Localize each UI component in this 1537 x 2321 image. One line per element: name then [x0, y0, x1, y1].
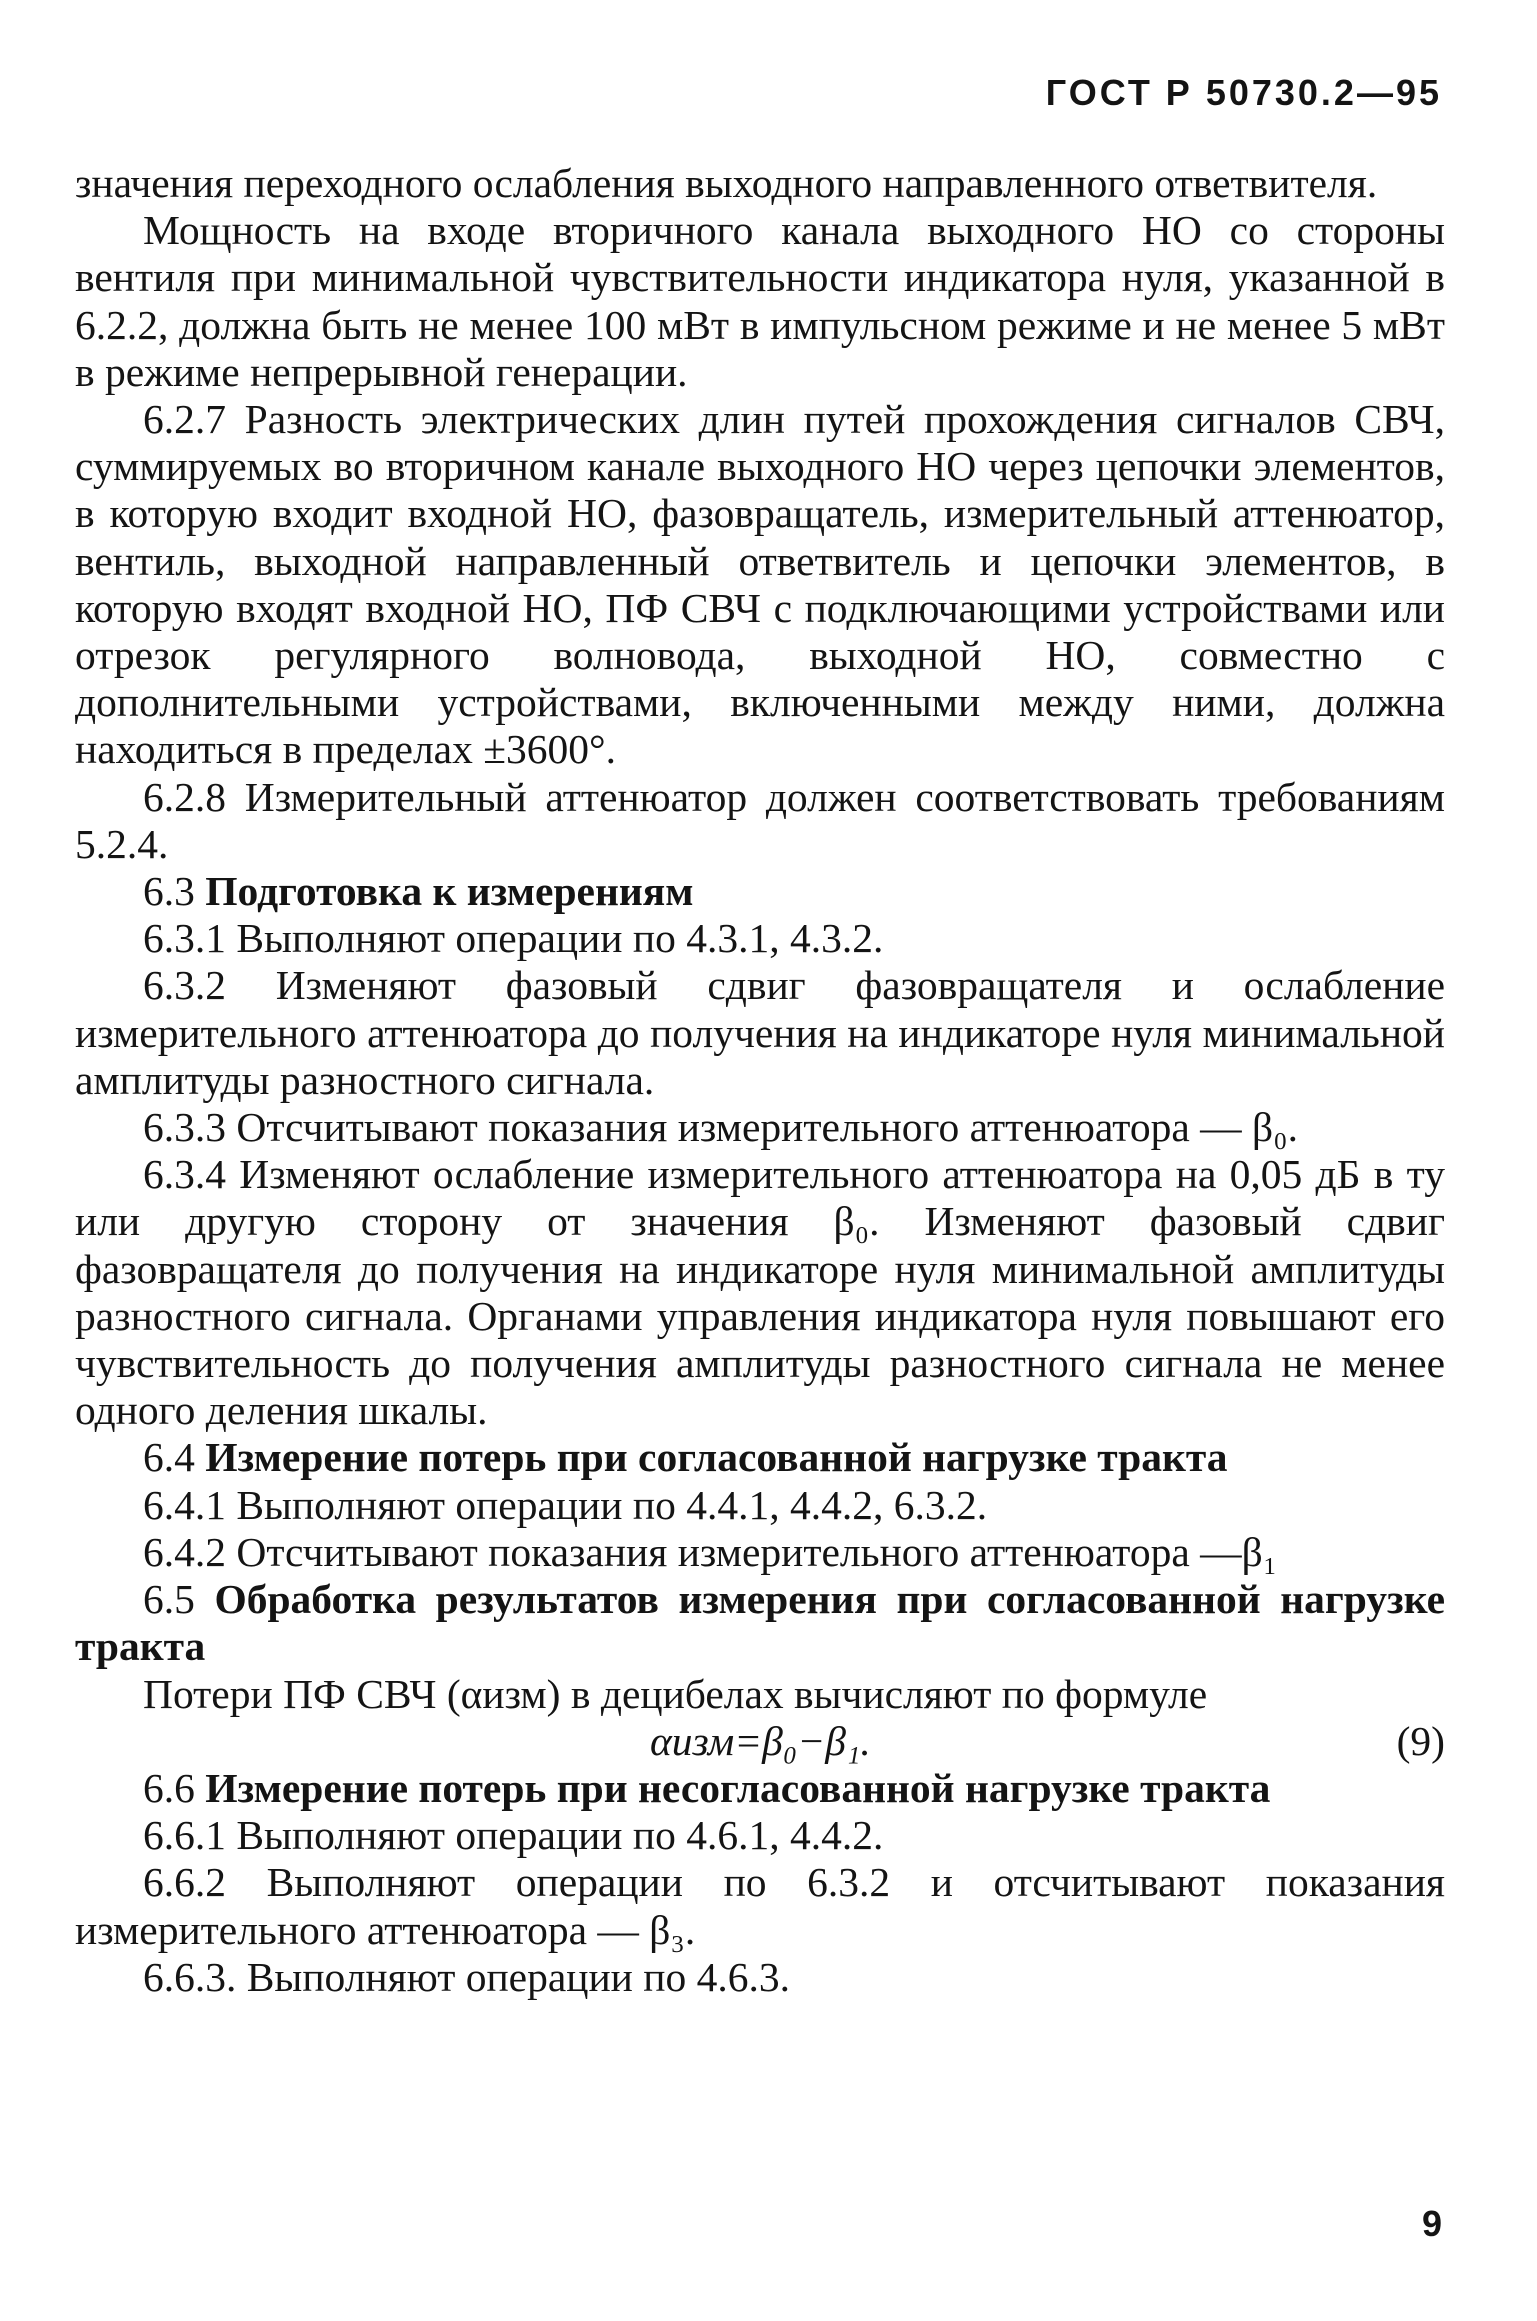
section-heading-6-5: [75, 1576, 1445, 1670]
standard-header: ГОСТ Р 50730.2—95: [1045, 72, 1442, 113]
section-title: Измерение потерь при согласованной нагрузке тракта: [205, 1434, 1228, 1481]
paragraph-6-4-1: 6.4.1 Выполняют операции по 4.4.1, 4.4.2, 6.3.2.: [143, 1481, 988, 1528]
section-heading-6-6: [75, 1765, 1445, 1812]
paragraph-6-4-2: 6.4.2 Отсчитывают показания измерительного аттенюатора —β₁: [143, 1528, 1278, 1575]
section-number: 6.6: [143, 1764, 195, 1811]
document-body: [75, 160, 1445, 2001]
section-number: 6.4: [143, 1434, 195, 1481]
section-number: 6.5: [143, 1576, 195, 1623]
paragraph-6-6-3: 6.6.3. Выполняют операции по 4.6.3.: [143, 1953, 790, 2000]
section-title: Подготовка к измерениям: [205, 868, 694, 915]
section-number: 6.3: [143, 868, 195, 915]
paragraph-6-6-2: 6.6.2 Выполняют операции по 6.3.2 и отсчитывают показания измерительного аттенюатора — β₃.: [75, 1859, 1445, 1953]
formula-number: (9): [1396, 1717, 1445, 1764]
section-title: Измерение потерь при несогласованной нагрузке тракта: [205, 1764, 1271, 1811]
formula-expression: αизм=β₀−β₁.: [650, 1717, 871, 1764]
section-title: Обработка результатов измерения при согласованной нагрузке тракта: [75, 1576, 1445, 1670]
paragraph-6-2-8: 6.2.8 Измерительный аттенюатор должен соответствовать требованиям 5.2.4.: [75, 773, 1445, 867]
paragraph-6-3-4: 6.3.4 Изменяют ослабление измерительного аттенюатора на 0,05 дБ в ту или другую сторону от значения β₀. Изменяют фазовый сдвиг фазовращателя до получения на индикаторе нуля минимальной амплитуды разностного сигнала. Органами управления индикатора нуля повышают его чувствительность до получения амплитуды разностного сигнала не менее одного деления шкалы.: [75, 1151, 1445, 1434]
section-heading-6-3: [75, 868, 1445, 915]
formula-9: [75, 1718, 1445, 1765]
paragraph-6-6-1: 6.6.1 Выполняют операции по 4.6.1, 4.4.2.: [143, 1812, 884, 1859]
paragraph-6-3-2: 6.3.2 Изменяют фазовый сдвиг фазовращателя и ослабление измерительного аттенюатора до получения на индикаторе нуля минимальной амплитуды разностного сигнала.: [75, 962, 1445, 1103]
page-number: 9: [1421, 2203, 1442, 2244]
paragraph-6-3-3: 6.3.3 Отсчитывают показания измерительного аттенюатора — β₀.: [143, 1104, 1298, 1151]
paragraph-6-3-1: 6.3.1 Выполняют операции по 4.3.1, 4.3.2.: [143, 915, 884, 962]
section-heading-6-4: [75, 1434, 1445, 1481]
paragraph-power: Мощность на входе вторичного канала выходного НО со стороны вентиля при минимальной чувствительности индикатора нуля, указанной в 6.2.2, должна быть не менее 100 мВт в импульсном режиме и не менее 5 мВт в режиме непрерывной генерации.: [75, 207, 1445, 395]
paragraph-formula-intro: Потери ПФ СВЧ (αизм) в децибелах вычисляют по формуле: [143, 1670, 1208, 1717]
paragraph-6-2-7: 6.2.7 Разность электрических длин путей прохождения сигналов СВЧ, суммируемых во вторичном канале выходного НО через цепочки элементов, в которую входит входной НО, фазовращатель, измерительный аттенюатор, вентиль, выходной направленный ответвитель и цепочки элементов, в которую входят входной НО, ПФ СВЧ с подключающими устройствами или отрезок регулярного волновода, выходной НО, совместно с дополнительными устройствами, включенными между ними, должна находиться в пределах ±3600°.: [75, 396, 1445, 773]
paragraph-continuation: значения переходного ослабления выходного направленного ответвителя.: [75, 160, 1378, 206]
